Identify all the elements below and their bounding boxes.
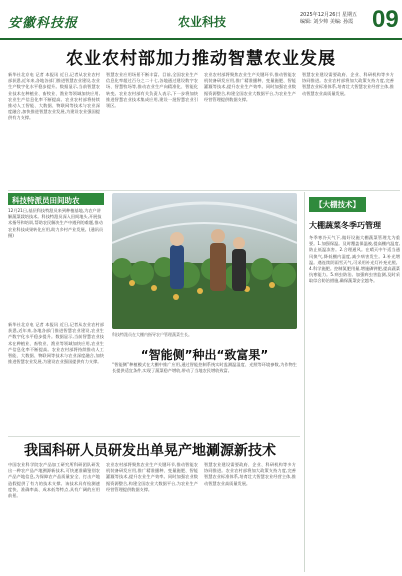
section-title: 农业科技: [178, 15, 227, 29]
editor-credits: 编辑: 刘少帅 美编: 孙霞: [300, 19, 354, 25]
main-headline: 农业农村部加力推动智慧农业发展: [66, 49, 336, 69]
greenhouse-illustration: [112, 193, 297, 329]
lead-article-col-2: 智慧农业应用场景不断丰富。目前,全国农业生产信息化率超过百分之二十七,各地通过建设数字农场、智慧牧场等,推动农业生产向精准化、智能化转变。农业农村部有关负责人表示,下一步将加快推进智慧农业技术集成应用,建设一批智慧农业引领区。: [106, 72, 198, 109]
lead-article-col-3: 农业农村部将聚焦农业生产关键环节,推动智能农机装备研发应用,推广精准播种、变量施肥、智能灌溉等技术,提升农业生产效率。同时加强农业数据资源整合,构建全国农业大数据平台,为农业生产经营管理提供数据支撑。: [204, 72, 296, 102]
sidebar-text: 冬季寒冷天气下,做好设施大棚蔬菜管理尤为重要。1.加强保温。及时覆盖保温被,提高棚内温度,防止低温冻害。2.合理通风。在晴天中午适当通风换气,降低棚内湿度,减少病害发生。3.补光增温。遇连续阴雨雪天气,可采用补光灯补充光照。4.科学施肥。控制氮肥用量,增施磷钾肥,提高蔬菜抗寒能力。5.病虫防治。加强病虫害监测,及时采取综合防治措施,确保蔬菜安全越冬。: [309, 235, 400, 284]
page-number: 09: [372, 6, 399, 33]
tech-sidebar: [304, 192, 400, 572]
photo-story-tag: 科技特派员田间助农: [8, 193, 104, 205]
bottom-article-col-3: 智慧农业建设需要政府、企业、科研机构等多方协同推进。农业农村部将加大政策支持力度,完善智慧农业标准体系,培育壮大智慧农业经营主体,推动智慧农业高质量发展。: [204, 462, 296, 486]
left-column-text: 新华社北京电 记者 本报讯 近日,记者从农业农村部获悉,近年来,各地各部门推进智慧农业建设,农业生产数字化水平稳步提升。数据显示,当前智慧农业技术在种植业、畜牧业、渔业等领域加快应用,农业生产信息化率不断提高。农业农村部将持续推动人工智能、大数据、物联网等技术与农业深度融合,加快推进智慧农业发展,为建设农业强国提供有力支撑。: [8, 322, 104, 365]
bottom-divider: [8, 436, 300, 437]
photo-story-text: 12月21日,基层科技特派员来到种植基地,为农户讲解蔬菜栽培技术。科技特派员深入田间地头,开展技术指导和培训,帮助农民解决生产中遇到的难题,推动农业科技成果转化应用,助力乡村产业发展。(通讯员 摄): [8, 208, 104, 238]
section-divider: [8, 190, 400, 191]
bottom-article-col-1: 中国农业科学院农产品加工研究所科研团队研发出一种农产品产地溯源新技术,可快速准确鉴别农产品产地信息,为保障农产品质量安全、打击产地造假提供了有力的技术支撑。该技术具有检测速度快、准确率高、成本低等特点,具有广阔的应用前景。: [8, 462, 100, 499]
issue-date: 2025年12月26日 星期五: [300, 12, 358, 18]
lead-article-col-4: 智慧农业建设需要政府、企业、科研机构等多方协同推进。农业农村部将加大政策支持力度,完善智慧农业标准体系,培育壮大智慧农业经营主体,推动智慧农业高质量发展。: [302, 72, 394, 96]
page-header: [0, 0, 402, 40]
sub-article-title: “智能侧”种出“致富果”: [140, 348, 269, 362]
bottom-article-col-2: 农业农村部将聚焦农业生产关键环节,推动智能农机装备研发应用,推广精准播种、变量施肥、智能灌溉等技术,提升农业生产效率。同时加强农业数据资源整合,构建全国农业大数据平台,为农业生产经营管理提供数据支撑。: [106, 462, 198, 492]
greenhouse-photo: [112, 193, 297, 329]
newspaper-brand: 安徽科技报: [8, 16, 79, 31]
photo-caption: 科技特派员在大棚内指导农户管理蔬菜生长。: [112, 332, 192, 337]
header-meta: [300, 12, 380, 26]
sidebar-title: 大棚蔬菜冬季巧管理: [309, 221, 381, 230]
sidebar-tag: 【大棚技术】: [309, 197, 366, 212]
sub-article-text: “智能侧”种植模式在大棚中推广应用,通过智能控制系统实时监测温湿度、光照等环境参数,为作物生长提供适宜条件,实现了蔬菜稳产增收,带动了当地农民增收致富。: [112, 362, 297, 374]
lead-article-col-1: 新华社北京电 记者 本报讯 近日,记者从农业农村部获悉,近年来,各地各部门推进智慧农业建设,农业生产数字化水平稳步提升。数据显示,当前智慧农业技术在种植业、畜牧业、渔业等领域加快应用,农业生产信息化率不断提高。农业农村部将持续推动人工智能、大数据、物联网等技术与农业深度融合,加快推进智慧农业发展,为建设农业强国提供有力支撑。: [8, 72, 100, 121]
bottom-article-title: 我国科研人员研发出单晃产地涮源新技术: [24, 443, 276, 459]
